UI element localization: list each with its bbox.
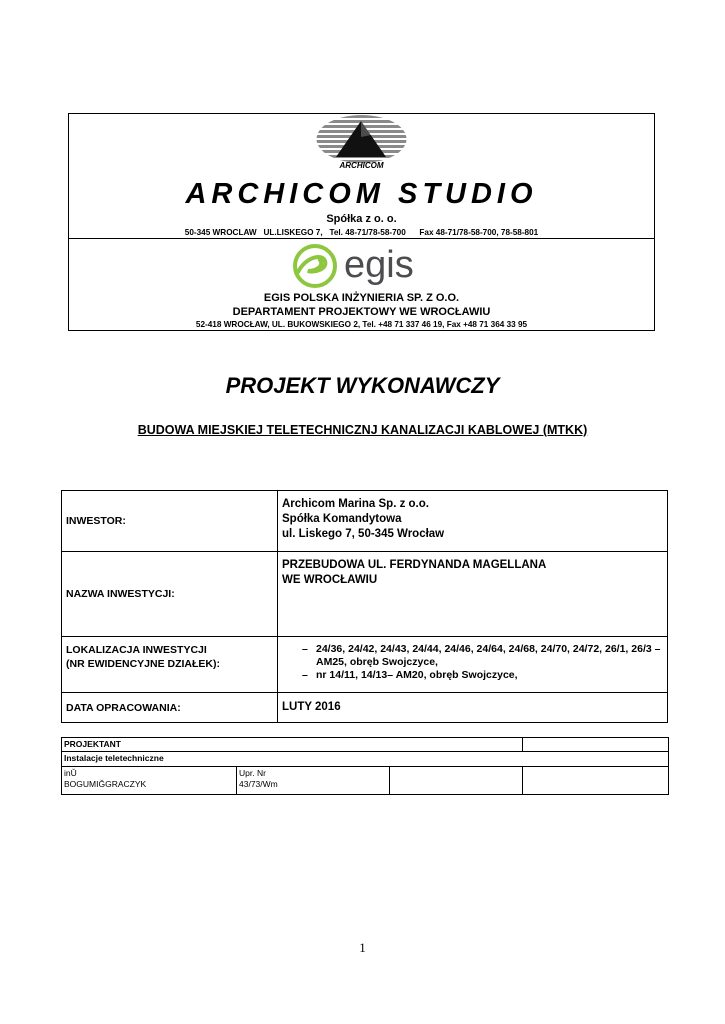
egis-logo bbox=[288, 243, 434, 289]
investor-line: Spółka Komandytowa bbox=[282, 513, 402, 525]
investment-name-line: WE WROCŁAWIU bbox=[282, 574, 378, 586]
designer-cell bbox=[62, 767, 237, 795]
plot-number-item: – 24/36, 24/42, 24/43, 24/44, 24/46, 24/64, 24/68, 24/70, 24/72, 26/1, 26/3 – AM25, obręb Swojczyce, bbox=[302, 643, 661, 668]
company-name: ARCHICOM STUDIO bbox=[185, 178, 538, 210]
investor-value bbox=[278, 491, 668, 552]
designer-header: PROJEKTANT bbox=[62, 738, 523, 752]
egis-address: 52-418 WROCŁAW, UL. BUKOWSKIEGO 2, Tel. +48 71 337 46 19, Fax +48 71 364 33 95 bbox=[195, 320, 528, 329]
letterhead-divider bbox=[68, 238, 655, 239]
egis-company-name: EGIS POLSKA INŻYNIERIA SP. Z O.O. bbox=[263, 292, 460, 304]
location-value bbox=[278, 637, 668, 693]
designer-row bbox=[62, 767, 669, 795]
plot-number-item: – nr 14/11, 14/13– AM20, obręb Swojczyce, bbox=[302, 669, 518, 681]
signature-table bbox=[61, 737, 669, 795]
branch-row bbox=[62, 752, 669, 767]
investment-name-line: PRZEBUDOWA UL. FERDYNANDA MAGELLANA bbox=[282, 559, 547, 571]
page-number: 1 bbox=[359, 940, 366, 955]
investment-name-label: NAZWA INWESTYCJI: bbox=[62, 552, 278, 637]
investment-name-value bbox=[278, 552, 668, 637]
date-label: DATA OPRACOWANIA: bbox=[62, 693, 278, 723]
license-cell bbox=[237, 767, 390, 795]
location-label-line: LOKALIZACJA INWESTYCJI bbox=[66, 644, 207, 656]
investor-line: Archicom Marina Sp. z o.o. bbox=[282, 498, 429, 510]
signature-header-row bbox=[62, 738, 669, 752]
license-label: Upr. Nr bbox=[239, 768, 266, 778]
investment-name-row bbox=[62, 552, 668, 637]
designer-title: inŬ bbox=[64, 768, 77, 778]
investor-row bbox=[62, 491, 668, 552]
document-subtitle: BUDOWA MIEJSKIEJ TELETECHNICZNJ KANALIZACJI KABLOWEJ (MTKK) bbox=[137, 423, 588, 437]
designer-name: BOGUMIĞGRACZYK bbox=[64, 779, 147, 789]
archicom-logo bbox=[316, 115, 407, 171]
investor-label: INWESTOR: bbox=[62, 491, 278, 552]
location-label-line: (NR EWIDENCYJNE DZIAŁEK): bbox=[66, 658, 220, 670]
company-legal-form: Spółka z o. o. bbox=[326, 213, 397, 225]
location-label bbox=[62, 637, 278, 693]
date-value: LUTY 2016 bbox=[278, 693, 668, 723]
archicom-logo-text: ARCHICOM bbox=[339, 161, 384, 170]
company-address: 50-345 WROCLAW UL.LISKEGO 7, Tel. 48-71/78-58-700 Fax 48-71/78-58-700, 78-58-801 bbox=[184, 228, 539, 237]
plot-number-list bbox=[282, 643, 663, 682]
signature-cell bbox=[390, 767, 523, 795]
egis-department: DEPARTAMENT PROJEKTOWY WE WROCŁAWIU bbox=[232, 306, 491, 318]
project-info-table bbox=[61, 490, 668, 723]
location-row bbox=[62, 637, 668, 693]
empty-cell bbox=[523, 738, 669, 752]
license-number: 43/73/Wm bbox=[239, 779, 278, 789]
signature-cell bbox=[523, 767, 669, 795]
investor-line: ul. Liskego 7, 50-345 Wrocław bbox=[282, 528, 445, 540]
egis-logo-text: egis bbox=[344, 244, 414, 286]
branch-name: Instalacje teletechniczne bbox=[62, 752, 669, 767]
document-title: PROJEKT WYKONAWCZY bbox=[225, 373, 500, 398]
date-row bbox=[62, 693, 668, 723]
